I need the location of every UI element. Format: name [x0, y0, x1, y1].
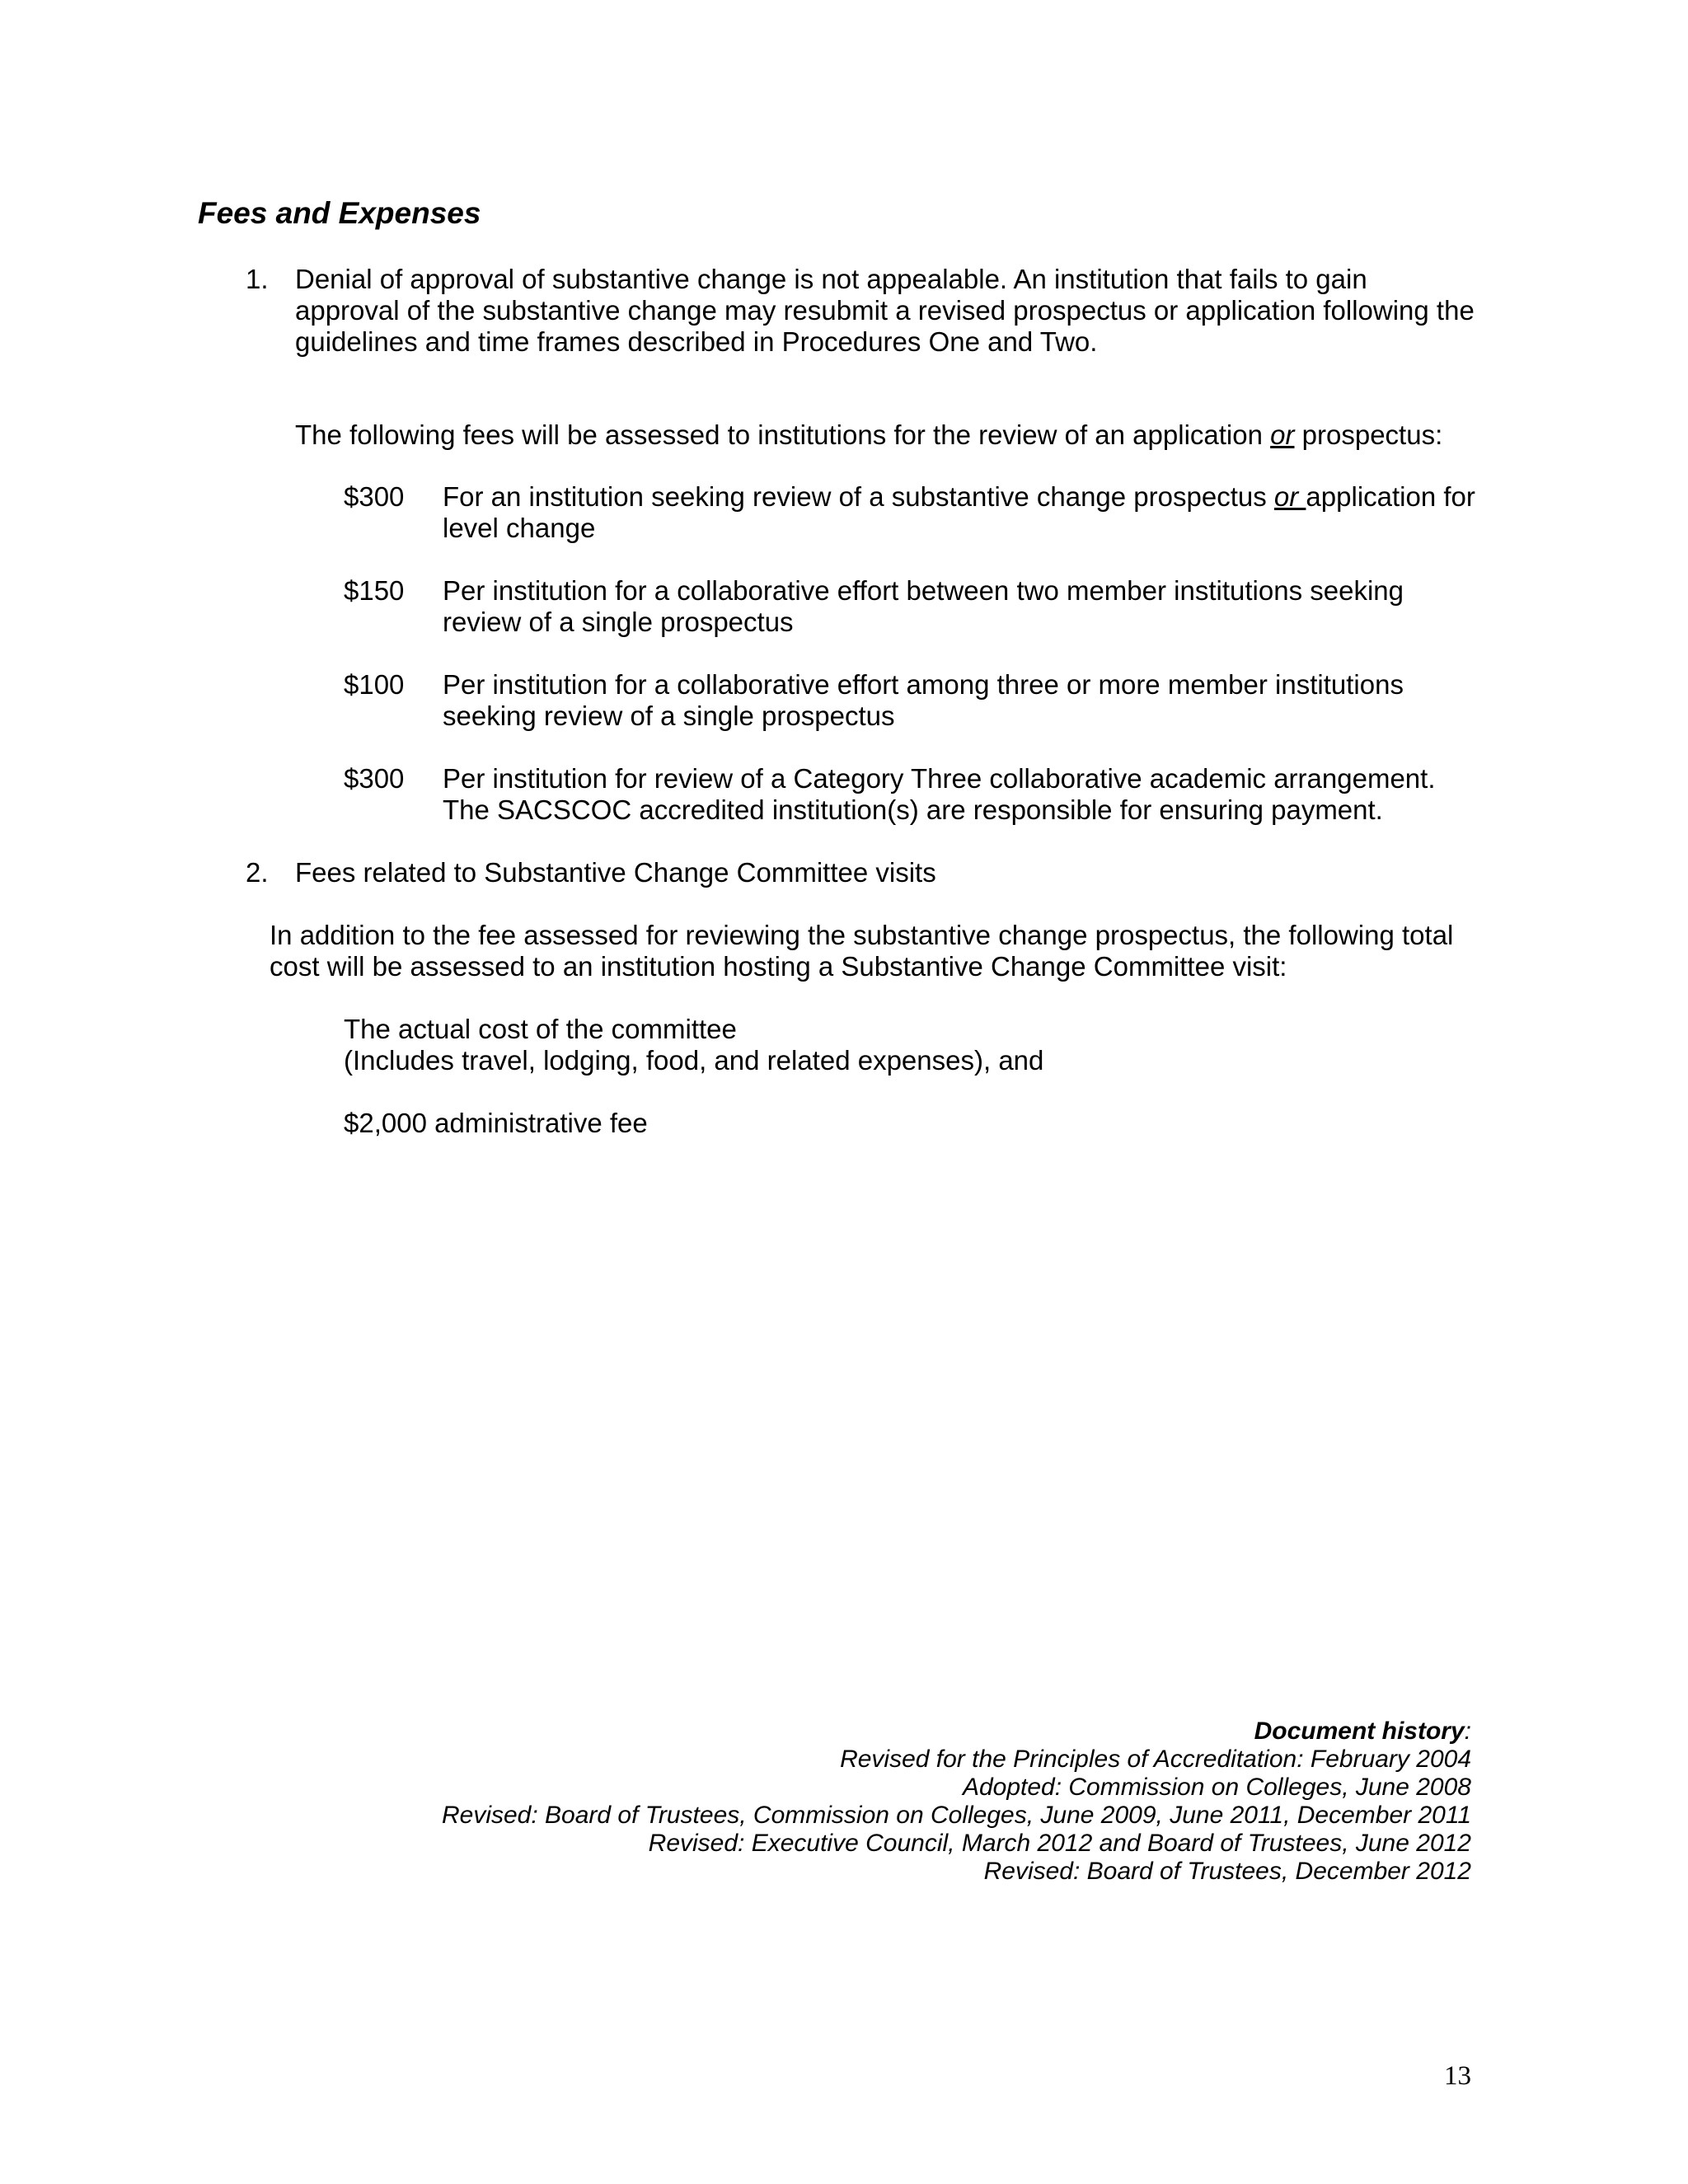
fee-description-emphasis: or: [1273, 481, 1306, 512]
fee-description-line: seeking review of a single prospectus: [443, 701, 895, 731]
administrative-fee: $2,000 administrative fee: [344, 1108, 648, 1138]
history-title-colon: :: [1464, 1718, 1471, 1745]
history-line: Revised: Executive Council, March 2012 and Board of Trustees, June 2012: [648, 1830, 1471, 1857]
history-line: Revised: Board of Trustees, December 2012: [983, 1858, 1471, 1885]
history-line: Revised: Board of Trustees, Commission on Colleges, June 2009, June 2011, December 2011: [441, 1802, 1471, 1829]
document-history: [442, 1718, 1471, 1886]
history-line: Adopted: Commission on Colleges, June 2008: [962, 1774, 1471, 1801]
fees-intro-text: The following fees will be assessed to institutions for the review of an application: [295, 419, 1271, 450]
fee-description-line: Per institution for a collaborative effort among three or more member institutions: [443, 669, 1404, 700]
fees-intro: [295, 419, 1442, 451]
fee-description-line: Per institution for review of a Category Three collaborative academic arrangement.: [443, 763, 1436, 794]
fee-amount: $300: [344, 763, 405, 794]
item-1-line: approval of the substantive change may resubmit a revised prospectus or application following the: [295, 295, 1475, 326]
fee-description-line: review of a single prospectus: [443, 607, 794, 637]
fee-description-line: level change: [443, 513, 596, 543]
committee-cost-line: (Includes travel, lodging, food, and related expenses), and: [344, 1045, 1044, 1076]
page-number: 13: [1444, 2061, 1471, 2091]
history-line: Revised for the Principles of Accreditation: February 2004: [840, 1746, 1471, 1773]
item-2-line: In addition to the fee assessed for reviewing the substantive change prospectus, the following total: [270, 920, 1454, 950]
fee-description-line: Per institution for a collaborative effort between two member institutions seeking: [443, 575, 1404, 606]
fee-description-text: For an institution seeking review of a substantive change prospectus: [443, 481, 1274, 512]
item-2-line: cost will be assessed to an institution hosting a Substantive Change Committee visit:: [270, 951, 1287, 982]
history-title-line: [442, 1718, 1471, 1746]
item-1-number: 1.: [246, 264, 269, 294]
item-1-line: guidelines and time frames described in Procedures One and Two.: [295, 326, 1098, 357]
fees-intro-text-end: prospectus:: [1294, 419, 1443, 450]
item-2-number: 2.: [246, 857, 269, 888]
section-heading: Fees and Expenses: [198, 196, 481, 230]
fee-amount: $300: [344, 481, 405, 512]
fee-description-text-end: application for: [1306, 481, 1475, 512]
fee-amount: $150: [344, 575, 405, 606]
fees-intro-emphasis: or: [1270, 419, 1295, 450]
item-1-line: Denial of approval of substantive change is not appealable. An institution that fails to gain: [295, 264, 1367, 294]
item-2-title: Fees related to Substantive Change Committee visits: [295, 857, 936, 888]
history-title: Document history: [1254, 1718, 1465, 1745]
fee-description-line: The SACSCOC accredited institution(s) are responsible for ensuring payment.: [443, 794, 1383, 825]
committee-cost-line: The actual cost of the committee: [344, 1014, 737, 1044]
fee-description-line: [443, 481, 1475, 513]
fee-amount: $100: [344, 669, 405, 700]
